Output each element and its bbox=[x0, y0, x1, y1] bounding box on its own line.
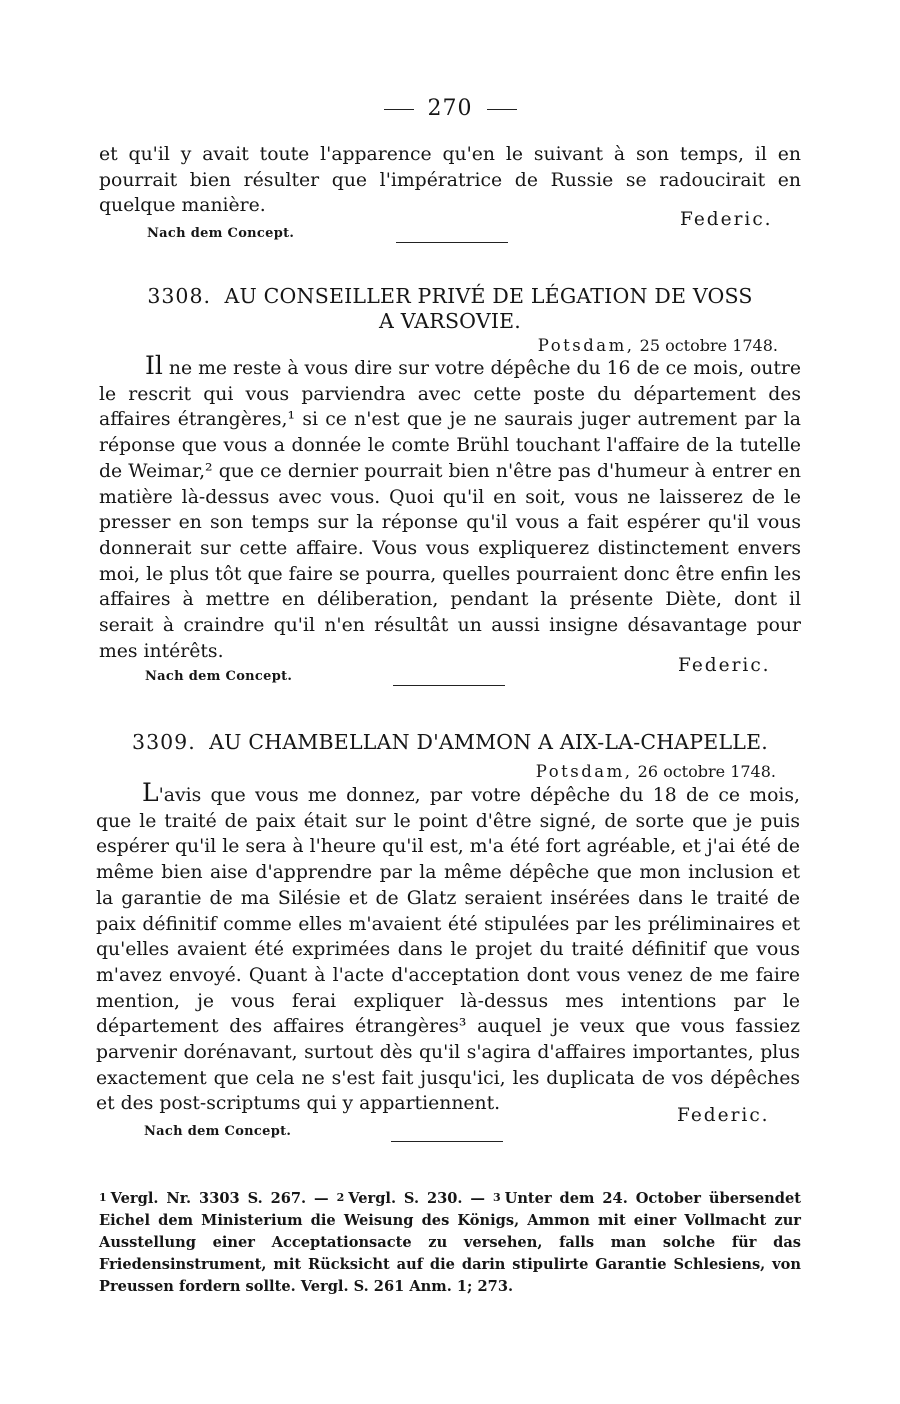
letter-body bbox=[99, 351, 801, 664]
letter-title: AU CHAMBELLAN D'AMMON A AIX-LA-CHAPELLE. bbox=[209, 730, 768, 754]
page-number: 270 bbox=[427, 96, 473, 121]
letter-number: 3308. bbox=[147, 284, 212, 308]
footnote-text: Unter dem 24. October übersendet Eichel dem Ministerium die Weisung des Königs, Ammon mit einer Vollmacht zur Ausstellung einer Acceptationsacte zu versehen, falls man solche für das Friedensinstrument, mit Rücksicht auf die darin stipulirte Garantie Schlesiens, von Preussen fordern sollte. Vergl. S. 261 Anm. 1; 273. bbox=[99, 1190, 802, 1295]
letter-place: Potsdam, bbox=[537, 336, 635, 355]
letter-date: 26 octobre 1748. bbox=[637, 762, 776, 781]
letter-body-text: ne me reste à vous dire sur votre dépêche du 16 de ce mois, outre le rescrit qui vous parviendra avec cette poste du département des affaires étrangères,¹ si ce n'est que je ne saurais juger autrement par la réponse que vous a donnée le comte Brühl touchant l'affaire de la tutelle de Weimar,² que ce dernier pourrait bien n'être pas d'humeur à entrer en matière là-dessus avec vous. Quoi qu'il en soit, vous ne laisserez de le presser en son temps sur la réponse qu'il vous a fait espérer qu'il vous donnerait sur cette affaire. Vous vous expliquerez distinctement envers moi, le plus tôt que faire se pourra, quelles pourraient donc être enfin les affaires à mettre en déliberation, pendant la présente Diète, dont il serait à craindre qu'il n'en résultât un aussi insigne désavantage pour mes intérêts. bbox=[99, 358, 801, 662]
letter-date: 25 octobre 1748. bbox=[639, 336, 778, 355]
running-head-dash-right bbox=[487, 109, 517, 110]
letter-dateline bbox=[538, 336, 778, 355]
opening-signature: Federic. bbox=[680, 209, 773, 230]
letter-title-line2: A VARSOVIE. bbox=[378, 309, 522, 333]
footnote-marker: 1 bbox=[99, 1191, 107, 1204]
running-head bbox=[0, 96, 900, 121]
letter-place: Potsdam, bbox=[535, 762, 633, 781]
footnote-marker: 3 bbox=[492, 1191, 501, 1204]
footnote-text: Vergl. Nr. 3303 S. 267. — bbox=[110, 1190, 329, 1207]
letter-body bbox=[96, 778, 800, 1117]
section-rule bbox=[396, 242, 508, 243]
letter-heading bbox=[100, 284, 800, 334]
letter-dateline bbox=[536, 762, 776, 781]
footnotes bbox=[99, 1187, 801, 1298]
footnote-marker: 2 bbox=[336, 1191, 345, 1204]
opening-paragraph: et qu'il y avait toute l'apparence qu'en le suivant à son temps, il en pourrait bien résulter que l'impératrice de Russie se radoucirait en quelque manière. bbox=[99, 144, 801, 217]
letter-signature: Federic. bbox=[678, 655, 771, 676]
letter-signature: Federic. bbox=[677, 1105, 770, 1126]
section-rule bbox=[391, 1141, 503, 1142]
letter-number: 3309. bbox=[132, 730, 196, 754]
running-head-dash-left bbox=[384, 109, 414, 110]
letter-source-note: Nach dem Concept. bbox=[145, 669, 293, 684]
letter-body-text: 'avis que vous me donnez, par votre dépêche du 18 de ce mois, que le traité de paix était sur le point d'être signé, de sorte que je puis espérer qu'il le sera à l'heure qu'il est, m'a été fort agréable, et j'ai été de même bien aise d'apprendre par la même dépêche que mon inclusion et la garantie de ma Silésie et de Glatz seraient insérées dans le traité de paix définitif comme elles m'avaient été stipulées par les préliminaires et qu'elles avaient été exprimées dans le projet du traité définitif que vous m'avez envoyé. Quant à l'acte d'acceptation dont vous venez de me faire mention, je vous ferai expliquer là-dessus mes intentions par le département des affaires étrangères³ auquel je veux que vous fassiez parvenir dorénavant, surtout dès qu'il s'agira d'affaires importantes, plus exactement que cela ne s'est fait jusqu'ici, les duplicata de vos dépêches et des post-scriptums qui y appartiennent. bbox=[96, 785, 800, 1115]
section-rule bbox=[393, 685, 505, 686]
letter-title: AU CONSEILLER PRIVÉ DE LÉGATION DE VOSS bbox=[224, 284, 753, 308]
letter-initial: Il bbox=[145, 351, 163, 380]
letter-heading bbox=[100, 730, 800, 755]
footnote-text: Vergl. S. 230. — bbox=[348, 1190, 486, 1207]
opening-source-note: Nach dem Concept. bbox=[147, 226, 295, 241]
letter-initial: L bbox=[142, 778, 159, 807]
letter-source-note: Nach dem Concept. bbox=[144, 1124, 292, 1139]
